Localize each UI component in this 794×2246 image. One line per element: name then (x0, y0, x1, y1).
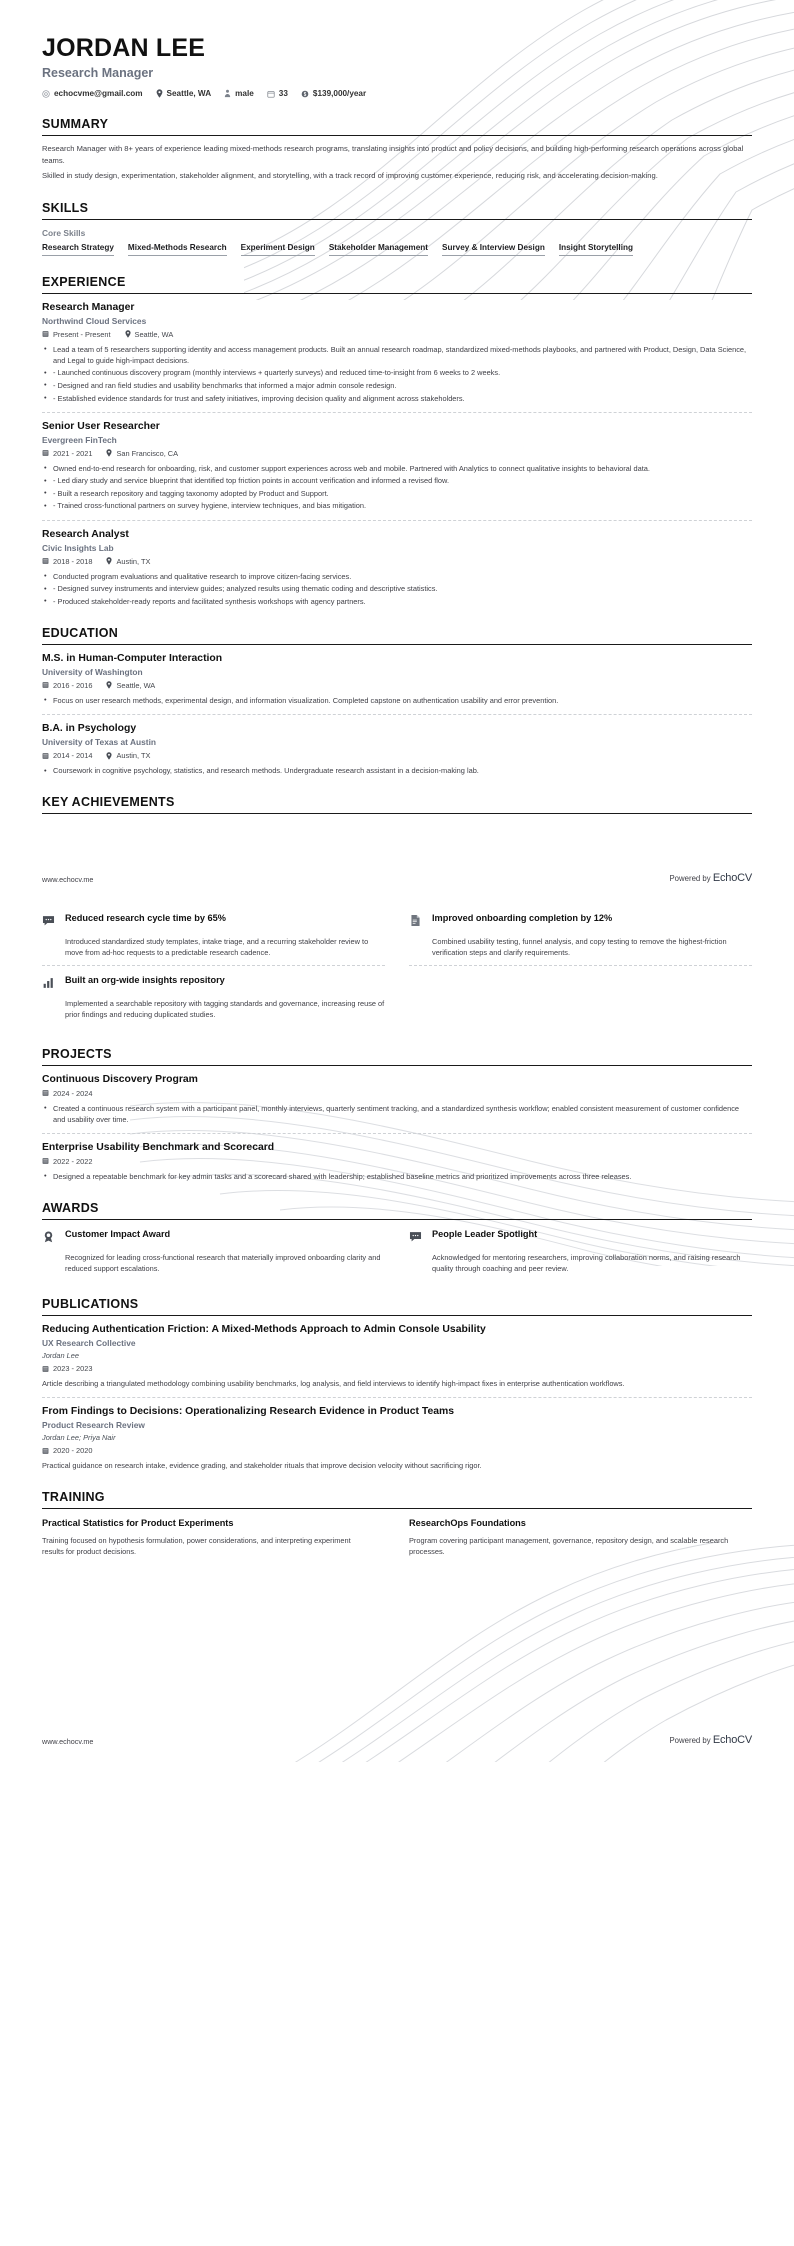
project-entry (42, 1066, 752, 1125)
resume-header (42, 0, 752, 98)
training-description: Program covering participant management, governance, repository design, and scalable research processes. (409, 1536, 729, 1557)
experience-company: Evergreen FinTech (42, 434, 117, 445)
education-location (106, 681, 155, 690)
education-school: University of Washington (42, 666, 143, 677)
skill-chip: Research Strategy (42, 243, 114, 256)
publication-authors: Jordan Lee; Priya Nair (42, 1433, 116, 1443)
award-description: Recognized for leading cross-functional research that materially improved onboarding clarity and reduced support escalations. (65, 1252, 381, 1273)
experience-dates (42, 557, 92, 566)
experience-location-value: San Francisco, CA (116, 448, 179, 458)
achievement-title: Improved onboarding completion by 12% (432, 913, 613, 924)
project-title: Continuous Discovery Program (42, 1073, 198, 1085)
award-title: Customer Impact Award (65, 1228, 171, 1239)
bullet-item: • - Established evidence standards for trust and safety initiatives, improving decision quality and alignment across stakeholders. (42, 393, 752, 404)
section-key-achievements (42, 795, 752, 814)
training-card (42, 1509, 385, 1563)
section-skills (42, 201, 752, 256)
experience-bullets (42, 463, 752, 512)
award-description: Acknowledged for mentoring researchers, improving collaboration norms, and raising research quality through coaching and peer review. (432, 1252, 741, 1273)
section-title-education: EDUCATION (42, 625, 119, 640)
education-location (106, 751, 150, 760)
skill-chip: Mixed-Methods Research (128, 243, 227, 256)
publication-title: Reducing Authentication Friction: A Mixed-Methods Approach to Admin Console Usability (42, 1324, 486, 1336)
contact-age (267, 89, 288, 98)
calendar-icon (42, 1157, 49, 1165)
location-pin-icon (106, 557, 112, 565)
experience-dates (42, 449, 92, 458)
education-location-value: Seattle, WA (116, 680, 156, 690)
education-degree: M.S. in Human-Computer Interaction (42, 652, 223, 664)
bullet-item: • Designed a repeatable benchmark for key admin tasks and a scorecard shared with leadership; established baseline metrics and prioritized improvements across three releases. (42, 1171, 752, 1182)
section-title-skills: SKILLS (42, 200, 89, 215)
education-location-value: Austin, TX (116, 751, 151, 761)
calendar-icon (42, 681, 49, 689)
achievement-title: Reduced research cycle time by 65% (65, 913, 226, 924)
education-dates (42, 681, 92, 690)
project-dates (42, 1157, 92, 1166)
chat-bubble-icon (409, 1229, 423, 1248)
calendar-icon (42, 1447, 49, 1455)
section-title-summary: SUMMARY (42, 117, 109, 131)
experience-entry (42, 520, 752, 607)
education-entry (42, 714, 752, 776)
experience-bullets (42, 571, 752, 607)
experience-job-title: Research Analyst (42, 528, 129, 540)
publication-description: Practical guidance on research intake, evidence grading, and stakeholder rituals that improve decision velocity without sacrificing rigor. (42, 1461, 482, 1471)
experience-location (106, 557, 150, 566)
footer-url[interactable]: www.echocv.me (42, 1736, 94, 1746)
calendar-icon (42, 557, 49, 565)
location-pin-icon (125, 330, 131, 338)
section-title-training: TRAINING (42, 1490, 105, 1505)
publication-authors: Jordan Lee (42, 1351, 79, 1361)
skills-list (42, 243, 752, 256)
summary-paragraph-1: Research Manager with 8+ years of experience leading mixed-methods research programs, translating insights into product and policy decisions, and building high-performing research operations across global teams. (42, 144, 744, 165)
email-icon (42, 90, 50, 98)
contact-gender (224, 89, 254, 98)
education-dates (42, 751, 92, 760)
section-title-key-achievements: KEY ACHIEVEMENTS (42, 795, 175, 810)
contact-email-value: echocvme@gmail.com (54, 89, 143, 98)
publication-title: From Findings to Decisions: Operationalizing Research Evidence in Product Teams (42, 1406, 455, 1418)
achievement-title: Built an org-wide insights repository (65, 975, 225, 986)
publication-dates (42, 1364, 92, 1373)
person-icon (224, 89, 231, 98)
publication-description: Article describing a triangulated methodology combining usability benchmarks, log analysis, and field interviews to identify high-impact fixes in enterprise authentication workflows. (42, 1379, 625, 1389)
project-title: Enterprise Usability Benchmark and Scorecard (42, 1141, 275, 1153)
page-footer-1 (0, 872, 794, 884)
contact-email[interactable] (42, 89, 143, 98)
bullet-item: • - Led diary study and service blueprint that identified top friction points in account verification and informed a revised flow. (42, 475, 752, 486)
section-title-experience: EXPERIENCE (42, 274, 126, 289)
chat-bubble-icon (42, 913, 56, 932)
achievement-card-empty (409, 965, 752, 1027)
training-title: ResearchOps Foundations (409, 1518, 526, 1529)
project-entry (42, 1133, 752, 1182)
experience-bullets (42, 344, 752, 404)
experience-entry (42, 412, 752, 512)
experience-dates-value: 2018 - 2018 (53, 556, 93, 566)
bullet-item: • Owned end-to-end research for onboarding, risk, and customer support experiences across web and mobile. Partnered with Analytics to connect qualitative insights to behavioral data. (42, 463, 752, 474)
summary-paragraph-2: Skilled in study design, experimentation, stakeholder alignment, and storytelling, with a track record of improving customer experience, reducing risk, and accelerating decision-making. (42, 171, 658, 181)
achievement-description: Implemented a searchable repository with tagging standards and governance, increasing reuse of prior findings and reducing duplicated studies. (65, 999, 385, 1020)
footer-brand (669, 872, 752, 884)
footer-brand (669, 1734, 752, 1746)
education-dates-value: 2016 - 2016 (53, 680, 93, 690)
project-dates-value: 2024 - 2024 (53, 1088, 93, 1098)
training-grid (42, 1509, 752, 1563)
experience-company: Civic Insights Lab (42, 542, 114, 553)
achievement-description: Introduced standardized study templates, intake triage, and a recurring stakeholder review to move from ad-hoc requests to a predictable research cadence. (65, 937, 369, 958)
location-pin-icon (106, 449, 112, 457)
training-description: Training focused on hypothesis formulation, power considerations, and interpreting experiment results for product decisions. (42, 1536, 351, 1557)
skill-chip: Survey & Interview Design (442, 243, 545, 256)
contact-salary (301, 89, 366, 98)
bullet-item: • Lead a team of 5 researchers supporting identity and access management products. Built an annual research roadmap, standardized mixed-methods playbooks, and partnered with Product, Design, Data Science, and Legal to guide high-impact decisions. (42, 344, 752, 366)
experience-location-value: Austin, TX (116, 556, 151, 566)
bullet-item: • - Designed survey instruments and interview guides; analyzed results using thematic coding and descriptive statistics. (42, 583, 752, 594)
achievements-grid (42, 904, 752, 1027)
experience-job-title: Research Manager (42, 301, 135, 313)
experience-company: Northwind Cloud Services (42, 315, 147, 326)
contact-location-value: Seattle, WA (166, 89, 212, 98)
location-pin-icon (156, 89, 163, 98)
bar-chart-icon (42, 975, 56, 994)
publication-journal: UX Research Collective (42, 1338, 136, 1349)
candidate-role: Research Manager (42, 66, 154, 80)
experience-dates-value: 2021 - 2021 (53, 448, 93, 458)
achievement-card (42, 904, 385, 965)
section-title-publications: PUBLICATIONS (42, 1297, 139, 1312)
bullet-item: • Coursework in cognitive psychology, statistics, and research methods. Undergraduate research assistant in a decision-making lab. (42, 765, 752, 776)
publication-journal: Product Research Review (42, 1420, 145, 1431)
bullet-item: • Focus on user research methods, experimental design, and information visualization. Completed capstone on authentication usability and error prevention. (42, 695, 752, 706)
calendar-icon (42, 752, 49, 760)
experience-job-title: Senior User Researcher (42, 420, 160, 432)
education-dates-value: 2014 - 2014 (53, 751, 93, 761)
section-education (42, 626, 752, 776)
project-dates (42, 1089, 92, 1098)
skill-chip: Stakeholder Management (329, 243, 428, 256)
award-card (409, 1220, 752, 1278)
money-icon (301, 90, 309, 98)
publication-entry (42, 1316, 752, 1389)
experience-location-value: Seattle, WA (134, 329, 174, 339)
location-pin-icon (106, 752, 112, 760)
training-title: Practical Statistics for Product Experiments (42, 1518, 234, 1529)
awards-grid (42, 1220, 752, 1278)
project-bullets (42, 1171, 752, 1182)
project-bullets (42, 1103, 752, 1125)
education-school: University of Texas at Austin (42, 737, 157, 748)
education-bullets (42, 765, 752, 776)
section-publications (42, 1297, 752, 1471)
experience-entry (42, 294, 752, 404)
publication-dates-value: 2023 - 2023 (53, 1364, 93, 1374)
calendar-icon (267, 90, 275, 98)
education-degree: B.A. in Psychology (42, 723, 137, 735)
skill-chip: Insight Storytelling (559, 243, 633, 256)
contact-salary-value: $139,000/year (312, 89, 367, 98)
section-experience (42, 275, 752, 607)
bullet-item: • Created a continuous research system with a participant panel, monthly interviews, quarterly sentiment tracking, and a standardized synthesis workflow; enabled consistent measurement of customer confidence and usability over time. (42, 1103, 752, 1125)
calendar-icon (42, 449, 49, 457)
section-awards (42, 1201, 752, 1278)
publication-entry (42, 1397, 752, 1471)
contact-gender-value: male (235, 89, 254, 98)
footer-brand-name: EchoCV (712, 872, 752, 885)
bullet-item: • Conducted program evaluations and qualitative research to improve citizen-facing services. (42, 571, 752, 582)
medal-icon (42, 1229, 56, 1248)
section-projects (42, 1047, 752, 1182)
experience-location (106, 449, 178, 458)
bullet-item: • - Built a research repository and tagging taxonomy adopted by Product and Support. (42, 488, 752, 499)
footer-powered-label: Powered by (669, 874, 711, 884)
document-icon (409, 913, 423, 932)
education-entry (42, 645, 752, 706)
award-card (42, 1220, 385, 1278)
section-title-projects: PROJECTS (42, 1046, 112, 1061)
skills-group-label: Core Skills (42, 227, 86, 238)
contact-age-value: 33 (278, 89, 288, 98)
calendar-icon (42, 1365, 49, 1373)
location-pin-icon (106, 681, 112, 689)
training-card (409, 1509, 752, 1563)
bullet-item: • - Trained cross-functional partners on survey hygiene, interview techniques, and bias mitigation. (42, 500, 752, 511)
award-title: People Leader Spotlight (432, 1228, 538, 1239)
calendar-icon (42, 1089, 49, 1097)
footer-powered-label: Powered by (669, 1735, 711, 1745)
page-footer-2 (0, 1734, 794, 1762)
bullet-item: • - Designed and ran field studies and usability benchmarks that informed a major admin console redesign. (42, 380, 752, 391)
section-title-awards: AWARDS (42, 1200, 99, 1215)
candidate-name: JORDAN LEE (42, 34, 206, 62)
experience-location (125, 330, 174, 339)
publication-dates-value: 2020 - 2020 (53, 1446, 93, 1456)
contact-location[interactable] (156, 89, 212, 98)
footer-brand-name: EchoCV (712, 1733, 752, 1746)
bullet-item: • - Launched continuous discovery program (monthly interviews + quarterly surveys) and reduced time-to-insight from 6 weeks to 2 weeks. (42, 367, 752, 378)
experience-dates-value: Present - Present (53, 329, 111, 339)
section-training (42, 1490, 752, 1563)
section-summary (42, 117, 752, 182)
footer-url[interactable]: www.echocv.me (42, 875, 94, 885)
bullet-item: • - Produced stakeholder-ready reports and facilitated synthesis workshops with agency partners. (42, 596, 752, 607)
achievement-card (42, 965, 385, 1027)
achievement-description: Combined usability testing, funnel analysis, and copy testing to remove the highest-friction verification steps and clarify requirements. (432, 937, 727, 958)
experience-dates (42, 330, 111, 339)
calendar-icon (42, 330, 49, 338)
skill-chip: Experiment Design (241, 243, 315, 256)
publication-dates (42, 1446, 92, 1455)
education-bullets (42, 695, 752, 706)
achievement-card (409, 904, 752, 965)
contact-meta-row (42, 89, 752, 98)
project-dates-value: 2022 - 2022 (53, 1156, 93, 1166)
